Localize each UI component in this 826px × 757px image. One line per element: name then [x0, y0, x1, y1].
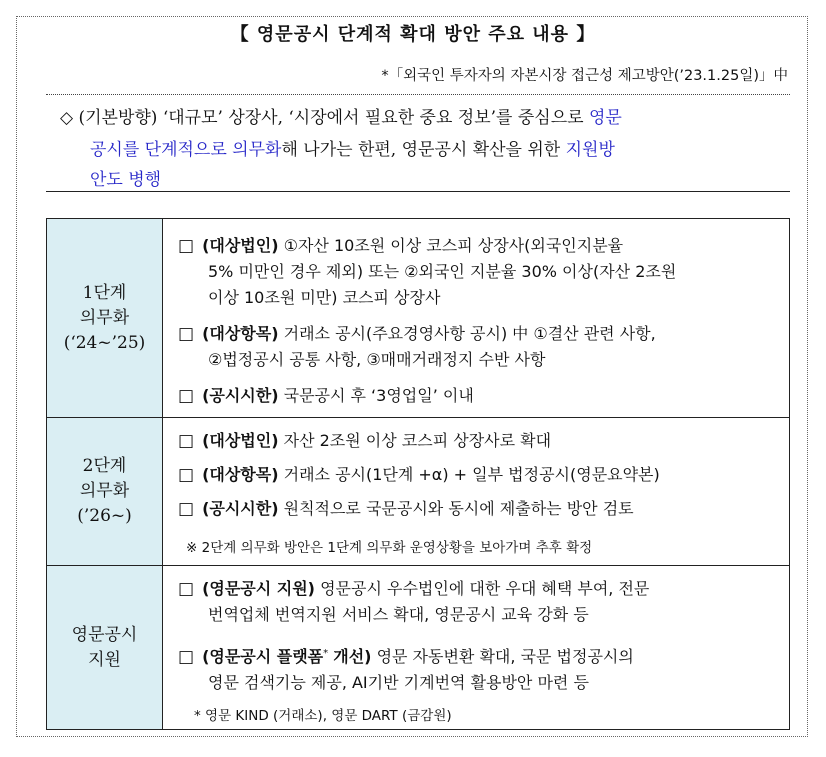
- intro-line-1: [60, 103, 622, 128]
- item-heading: 개선): [333, 647, 372, 666]
- plan-table: [46, 218, 790, 730]
- item-text: 원칙적으로 국문공시와 동시에 제출하는 방안 검토: [283, 499, 634, 518]
- support-label-line: 영문공시: [71, 624, 138, 645]
- stage1-content: [164, 219, 789, 417]
- page-title: 【 영문공시 단계적 확대 방안 주요 내용 】: [230, 24, 596, 45]
- intro-line-2: [90, 135, 615, 160]
- intro-highlight: 영문: [588, 108, 622, 128]
- item-text: 거래소 공시(주요경영사항 공시) 中 ①결산 관련 사항,: [283, 324, 656, 343]
- stage2-label: [47, 418, 163, 565]
- item-heading: (공시시한): [202, 386, 279, 405]
- item-text: 영문 자동변환 확대, 국문 법정공시의: [376, 647, 634, 666]
- item-text: 자산 2조원 이상 코스피 상장사로 확대: [283, 431, 552, 450]
- platform-item-cont: 영문 검색기능 제공, AI기반 기계번역 활용방안 마련 등: [208, 673, 589, 692]
- item-heading: (영문공시 플랫폼: [202, 647, 324, 666]
- stage1-items: [178, 321, 656, 344]
- stage1-label-line: 1단계: [82, 282, 127, 303]
- support-item: [178, 576, 649, 599]
- stage2-content: [164, 418, 789, 565]
- item-heading: (대상법인): [202, 431, 279, 450]
- checkbox-icon: □: [178, 431, 195, 451]
- checkbox-icon: □: [178, 324, 195, 344]
- intro-highlight: 안도 병행: [90, 170, 162, 190]
- item-heading: (대상법인): [202, 236, 279, 255]
- stage1-items-cont: ②법정공시 공통 사항, ③매매거래정지 수반 사항: [208, 350, 546, 369]
- stage1-targets-cont: 5% 미만인 경우 제외) 또는 ②외국인 지분율 30% 이상(자산 2조원: [208, 262, 677, 281]
- stage2-note: ※ 2단계 의무화 방안은 1단계 의무화 운영상황을 보아가며 추후 확정: [186, 540, 593, 556]
- item-text: ①자산 10조원 이상 코스피 상장사(외국인지분율: [283, 236, 624, 255]
- checkbox-icon: □: [178, 465, 195, 485]
- stage1-label: [47, 219, 163, 417]
- checkbox-icon: □: [178, 647, 195, 667]
- checkbox-icon: □: [178, 579, 195, 599]
- checkbox-icon: □: [178, 236, 195, 256]
- stage2-label-line: 의무화: [79, 481, 130, 501]
- item-heading: (공시시한): [202, 499, 279, 518]
- stage1-label-line: (‘24~’25): [63, 332, 146, 353]
- footnote-mark: *: [323, 648, 329, 659]
- intro-highlight: 공시를 단계적으로 의무화: [90, 140, 282, 160]
- item-text: 영문공시 우수법인에 대한 우대 혜택 부여, 전문: [320, 579, 650, 598]
- support-content: [164, 566, 789, 729]
- source-note: *「외국인 투자자의 자본시장 접근성 제고방안(’23.1.25일)」中: [381, 68, 788, 84]
- stage2-items: [178, 462, 660, 485]
- stage2-deadline: [178, 496, 634, 519]
- stage2-label-line: (’26~): [77, 506, 132, 526]
- support-row: [47, 565, 789, 729]
- support-label-line: 지원: [88, 649, 121, 670]
- checkbox-icon: □: [178, 499, 195, 519]
- intro-highlight: 지원방: [565, 140, 615, 160]
- stage2-label-line: 2단계: [82, 456, 127, 476]
- intro-box: [46, 94, 790, 192]
- stage1-row: [47, 219, 789, 417]
- support-label: [47, 566, 163, 729]
- stage1-targets: [178, 233, 623, 256]
- item-text: 거래소 공시(1단계 +α) + 일부 법정공시(영문요약본): [283, 465, 660, 484]
- stage1-deadline: [178, 383, 474, 406]
- intro-text: (기본방향) ‘대규모’ 상장사, ‘시장에서 필요한 중요 정보’를 중심으로: [78, 108, 584, 128]
- item-text: 국문공시 후 ‘3영업일’ 이내: [283, 386, 474, 405]
- item-heading: (영문공시 지원): [202, 579, 315, 598]
- checkbox-icon: □: [178, 386, 195, 406]
- intro-text: 해 나가는 한편, 영문공시 확산을 위한: [281, 140, 561, 160]
- stage2-row: [47, 417, 789, 565]
- support-item-cont: 번역업체 번역지원 서비스 확대, 영문공시 교육 강화 등: [208, 605, 589, 624]
- platform-footnote: * 영문 KIND (거래소), 영문 DART (금감원): [194, 708, 452, 724]
- diamond-bullet-icon: ◇: [60, 108, 74, 128]
- stage1-label-line: 의무화: [79, 307, 130, 328]
- item-heading: (대상항목): [202, 324, 279, 343]
- stage2-targets: [178, 428, 551, 451]
- item-heading: (대상항목): [202, 465, 279, 484]
- intro-line-3: [90, 165, 161, 190]
- platform-item: [178, 644, 634, 667]
- stage1-targets-cont: 이상 10조원 미만) 코스피 상장사: [208, 288, 441, 307]
